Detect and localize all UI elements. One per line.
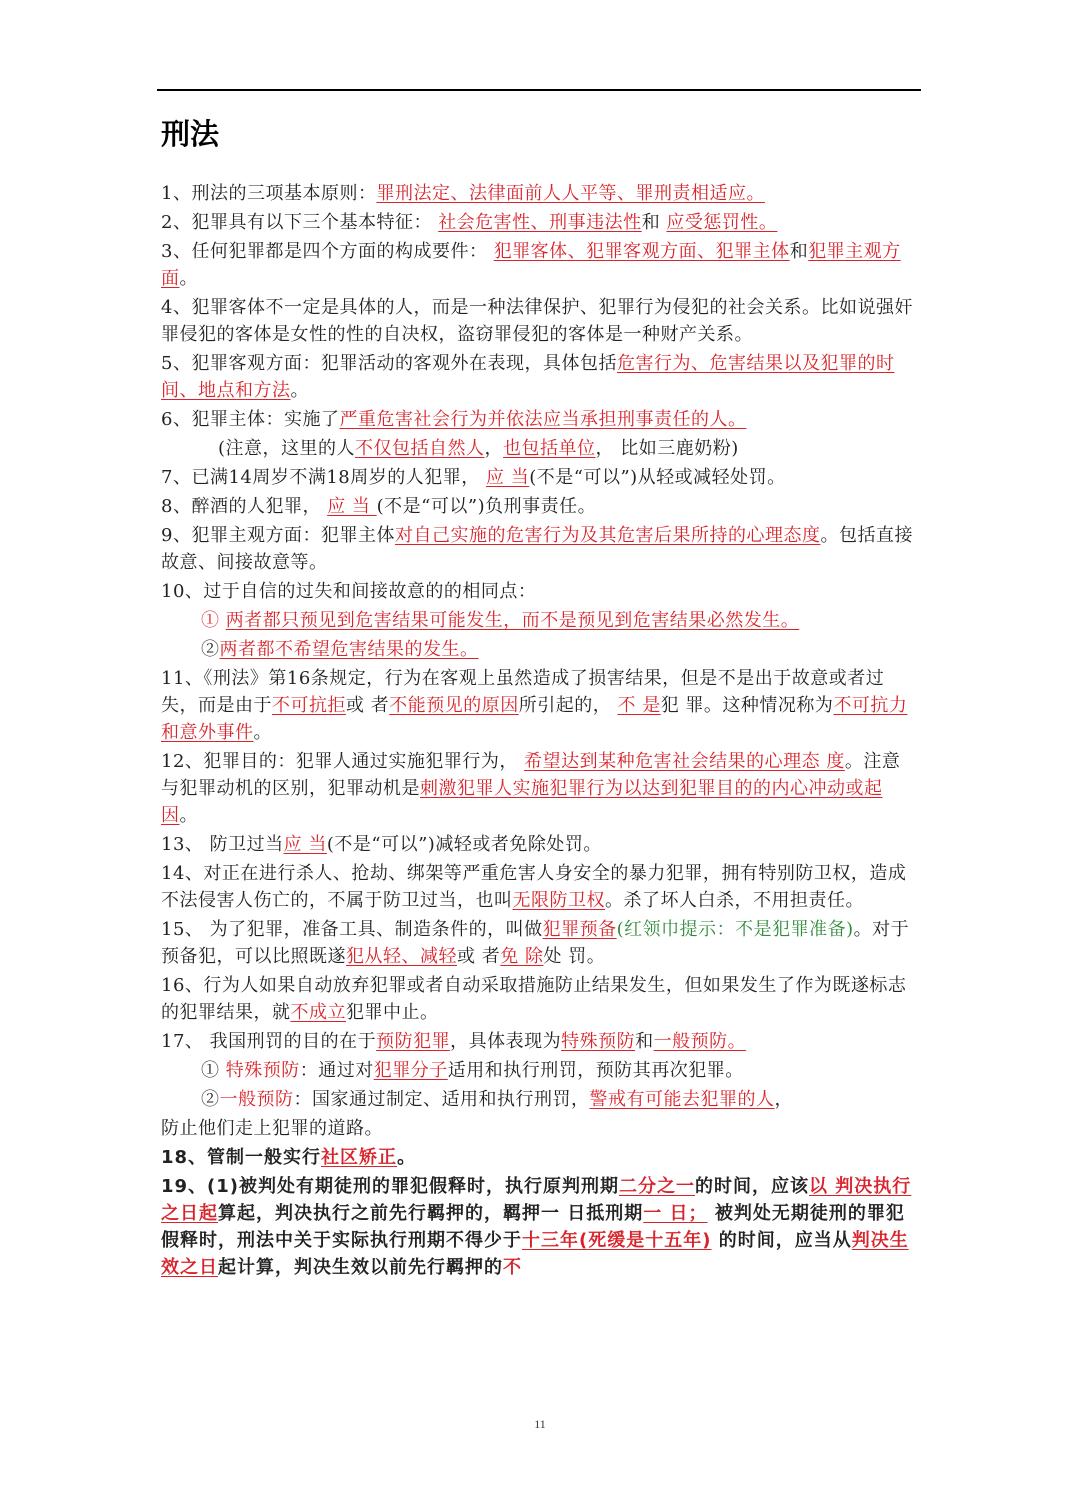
body-text: 9、犯罪主观方面：犯罪主体 [161,525,395,546]
body-text: 犯 罪。这种情况称为 [660,695,834,716]
item-5 [161,350,917,404]
highlight-text: 。 [727,1031,747,1052]
item-6 [161,406,917,433]
item-7 [161,464,917,491]
body-text: 或 者 [457,946,501,967]
body-text: 10、过于自信的过失和间接故意的的相同点： [161,581,537,602]
highlight-text: 罪刑法定、法律面前人人平等、罪刑责相适应 [376,183,747,204]
body-text: 防止他们走上犯罪的道路。 [161,1118,383,1139]
highlight-text: 社会危害性、刑事违法性 [438,212,642,233]
body-text: 16、行为人如果自动放弃犯罪或者自动采取措施防止结果发生，但如果发生了作为既遂标志的犯罪结果，就 [161,975,907,1023]
body-text: 12、犯罪目的：犯罪人通过实施犯罪行为， [161,751,525,772]
highlight-text: 。 [727,409,747,430]
body-text: 的时间，应该 [695,1176,810,1197]
highlight-text: 危害行为、危害结果以及犯罪的时间、地点和方法 [161,353,895,401]
item-14 [161,860,917,914]
body-text: (不是“可以”)从轻或减轻处罚。 [529,467,786,488]
body-text: 和 [635,1031,654,1052]
body-text: 2、犯罪具有以下三个基本特征： [161,212,439,233]
body-text: 适用和执行刑罚，预防其再次犯罪。 [447,1060,744,1081]
body-text: 。注意与犯罪动机的区别，犯罪动机是 [161,751,901,799]
highlight-text: 一般预防 [653,1031,728,1052]
body-text: 8、醉酒的人犯罪， [161,496,328,517]
highlight-text: 不成立 [290,1002,346,1023]
item-11 [161,665,917,746]
highlight-text: 两者都不希望危害结果的发生。 [219,639,479,660]
highlight-text: 以 判决执行之日起 [161,1176,912,1224]
highlight-text: 二分之一 [619,1176,696,1197]
highlight-text: 警戒有可能去犯罪的人 [589,1089,775,1110]
body-text: 3、任何犯罪都是四个方面的构成要件： [161,241,494,262]
body-text: ② [201,639,220,660]
highlight-text: 无限防卫权 [512,890,605,911]
body-text: 。杀了坏人白杀，不用担责任。 [605,890,864,911]
body-text: ，具体表现为 [450,1031,562,1052]
body-text: ， [484,438,504,459]
body-text: 和 [789,241,809,262]
highlight-text: 应受惩罚性 [666,212,759,233]
highlight-text: 也包括单位 [503,438,596,459]
body-text: 和 [641,212,667,233]
body-text: 1、刑法的三项基本原则： [161,183,377,204]
item-17 [161,1028,917,1055]
body-text: ：通过对 [299,1060,374,1081]
item-3 [161,238,917,292]
highlight-text: ； [688,1203,708,1224]
highlight-text: 预防犯罪 [376,1031,451,1052]
highlight-text: 犯罪分子 [373,1060,448,1081]
body-text: 。 [397,1147,417,1168]
body-text: 。对于预备犯，可以比照既遂 [161,919,910,967]
body-text: 特殊预防 [225,1060,300,1081]
highlight-text: 应 当 [283,834,327,855]
item-8 [161,493,917,520]
body-text: 起计算，判决生效以前先行羁押的 [218,1257,503,1278]
highlight-text: 十三年(死缓是十五年) [522,1230,712,1251]
body-text: (不是“可以”)减轻或者免除处罚。 [326,834,602,855]
body-text: ：国家通过制定、适用和执行刑罚， [293,1089,590,1110]
item-13 [161,831,917,858]
highlight-text: 应 当 [485,467,530,488]
body-text: (注意，这里的人 [218,438,356,459]
item-19 [161,1173,917,1281]
highlight-text: 希望达到某种危害社会结果的心理态 度 [524,751,845,772]
note-text: (红领巾提示：不是犯罪准备) [616,919,854,940]
page-title: 刑法 [161,117,220,151]
highlight-text: 犯罪客体、犯罪客观方面、犯罪主体 [493,241,790,262]
item-10b [161,636,917,663]
item-17b [161,1086,917,1113]
body-text: 19、(1)被判处有期徒刑的罪犯假释时，执行原判刑期 [161,1176,620,1197]
item-17a [161,1057,917,1084]
body-text: 不 [503,1257,522,1278]
highlight-text: 。 [746,183,765,204]
item-17c [161,1115,917,1142]
body-text: 犯罪中止。 [346,1002,439,1023]
highlight-text: 犯从轻、减轻 [346,946,457,967]
body-text: 所引起的， [518,695,618,716]
highlight-text: 刺激犯罪人实施犯罪行为以达到犯罪目的的内心冲动或起因 [161,778,883,826]
body-text: 被判处无期徒刑的罪犯假释时，刑法中关于实际执行刑期不得少于 [161,1203,905,1251]
highlight-text: 特殊预防 [561,1031,636,1052]
item-10 [161,578,917,605]
highlight-text: 一 日 [643,1203,689,1224]
highlight-text: 对自己实施的危害行为及其危害后果所持的心理态度 [394,525,821,546]
highlight-text: 判决生效之日 [161,1230,909,1278]
item-1 [161,180,917,207]
body-text: 。包括直接故意、间接故意等。 [161,525,913,573]
body-text: 7、已满14周岁不满18周岁的人犯罪， [161,467,486,488]
highlight-text: 社区矫正 [321,1147,398,1168]
item-2 [161,209,917,236]
page-number: 11 [534,1417,546,1431]
highlight-text: 两者都只预见到危害结果可能发生，而不是预见到危害结果必然发生。 [225,610,800,631]
highlight-text: 不可抗拒 [272,695,346,716]
highlight-text: 严重危害社会行为并依法应当承担刑事责任的人 [339,409,728,430]
header-rule [157,89,921,91]
body-text: 14、对正在进行杀人、抢劫、绑架等严重危害人身安全的暴力犯罪，拥有特别防卫权，造成不法侵害人伤亡的，不属于防卫过当，也叫 [161,863,907,911]
highlight-text: 犯罪预备 [542,919,617,940]
item-9 [161,522,917,576]
body-text: 15、 为了犯罪，准备工具、制造条件的，叫做 [161,919,543,940]
highlight-text: 不 是 [617,695,661,716]
item-4 [161,294,917,348]
body-text: 13、 防卫过当 [161,834,284,855]
body-text: 或 者 [346,695,390,716]
body-text: 。 [290,380,309,401]
item-16 [161,972,917,1026]
highlight-text: 应 当 [327,496,377,517]
body-text: 6、犯罪主体：实施了 [161,409,340,430]
document-body [161,180,917,1283]
body-text: 4、犯罪客体不一定是具体的人，而是一种法律保护、犯罪行为侵犯的社会关系。比如说强奸罪侵犯的客体是女性的性的自决权，盗窃罪侵犯的客体是一种财产关系。 [161,297,913,345]
item-18 [161,1144,917,1171]
highlight-text: 不能预见的原因 [389,695,519,716]
body-text: ， 比如三鹿奶粉) [595,438,739,459]
item-6n [161,435,917,462]
body-text: (不是“可以”)负刑事责任。 [376,496,597,517]
body-text: 。 [179,268,198,289]
body-text: 的时间，应当从 [711,1230,852,1251]
body-text: 18、管制一般实行 [161,1147,322,1168]
item-12 [161,748,917,829]
item-15 [161,916,917,970]
body-text: 。 [179,805,198,826]
highlight-text: 不可抗力和意外事件 [161,695,908,743]
item-10a [161,607,917,634]
body-text: 算起，判决执行之前先行羁押的，羁押一 日抵刑期 [218,1203,644,1224]
highlight-text: 不仅包括自然人 [355,438,485,459]
highlight-text: 犯罪主观方面 [161,241,901,289]
body-text: 一般预防 [219,1089,294,1110]
highlight-text: 。 [758,212,778,233]
body-text: 17、 我国刑罚的目的在于 [161,1031,377,1052]
highlight-text: 免 除 [500,946,544,967]
body-text: 。 [253,722,272,743]
body-text: ② [201,1089,220,1110]
body-text: ① [201,610,226,631]
body-text: 处 罚。 [543,946,606,967]
body-text: ， [774,1089,793,1110]
body-text: 5、犯罪客观方面：犯罪活动的客观外在表现，具体包括 [161,353,617,374]
body-text: 11、《刑法》第16条规定，行为在客观上虽然造成了损害结果，但是不是出于故意或者过失，而是由于 [161,668,885,716]
body-text: ① [201,1060,226,1081]
